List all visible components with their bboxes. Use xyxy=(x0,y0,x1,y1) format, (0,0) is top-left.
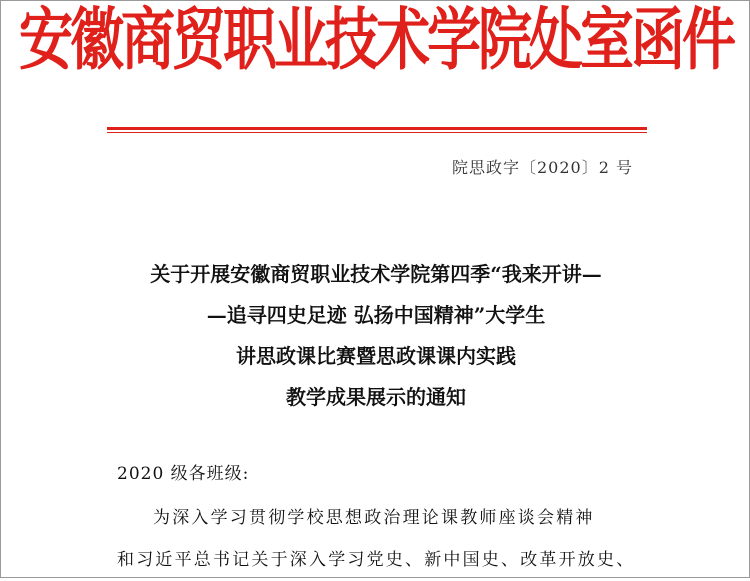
notice-title-line: 教学成果展示的通知 xyxy=(286,385,466,409)
notice-title-line: 关于开展安徽商贸职业技术学院第四季“我来开讲— xyxy=(150,262,602,286)
notice-title-line: —追寻四史足迹 弘扬中国精神”大学生 xyxy=(206,303,546,327)
header-red-rule-thin xyxy=(107,132,647,133)
notice-title xyxy=(81,254,671,418)
body-line: 为深入学习贯彻学校思想政治理论课教师座谈会精神 xyxy=(153,508,595,528)
header-red-rule-thick xyxy=(107,127,647,130)
salutation: 2020 级各班级: xyxy=(117,464,250,484)
document-number: 院思政字〔2020〕2 号 xyxy=(452,158,633,177)
body-line: 和习近平总书记关于深入学习党史、新中国史、改革开放史、 xyxy=(117,550,636,570)
body-paragraph xyxy=(117,497,647,581)
notice-title-line: 讲思政课比赛暨思政课课内实践 xyxy=(236,344,516,368)
org-header-title: 安徽商贸职业技术学院处室函件 xyxy=(19,0,733,80)
